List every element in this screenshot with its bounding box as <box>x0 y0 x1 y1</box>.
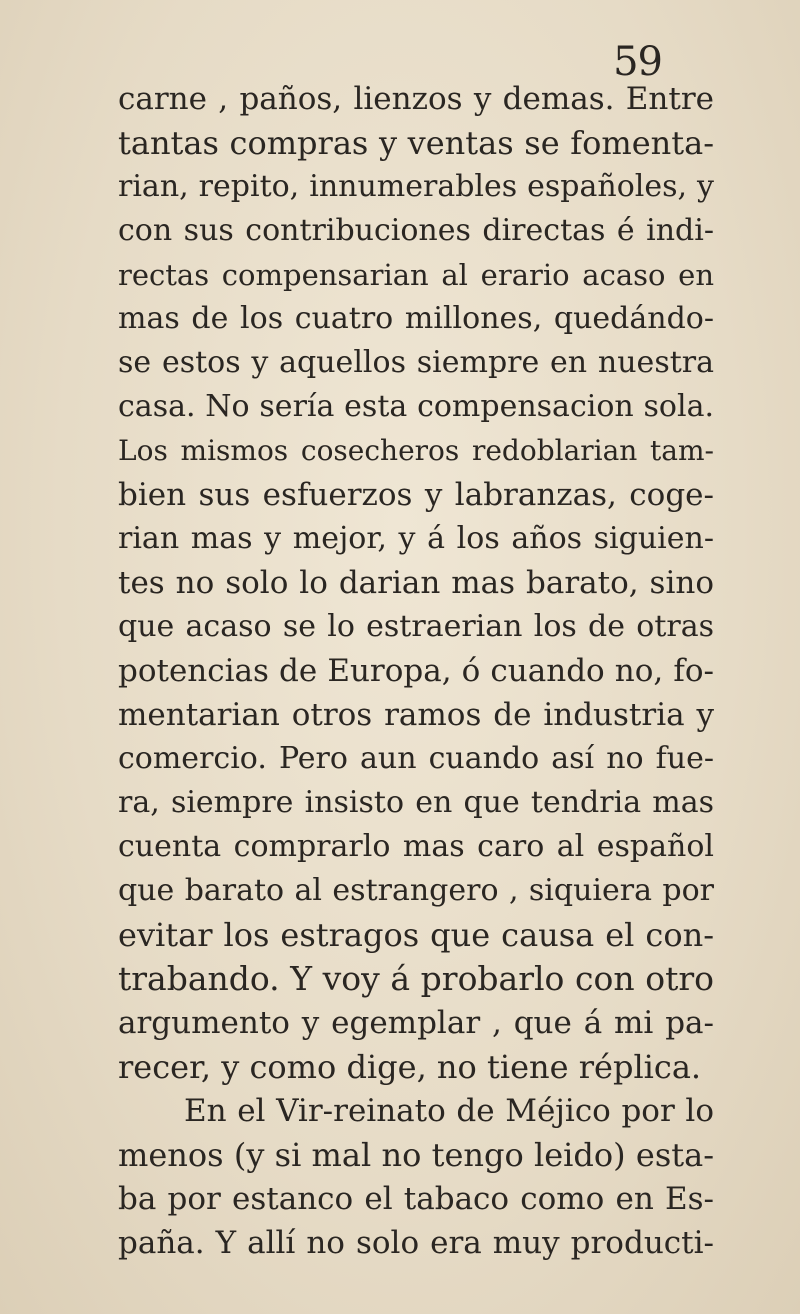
text-line: mentarian otros ramos de industria y <box>118 697 714 733</box>
text-line: mas de los cuatro millones, quedándo- <box>118 301 714 336</box>
text-line: con sus contribuciones directas é indi- <box>118 213 714 248</box>
text-line: potencias de Europa, ó cuando no, fo- <box>118 653 714 689</box>
text-line: casa. No sería esta compensacion sola. <box>118 389 714 424</box>
text-line: se estos y aquellos siempre en nuestra <box>118 345 714 380</box>
text-line: comercio. Pero aun cuando así no fue- <box>118 741 714 776</box>
text-line: ba por estanco el tabaco como en Es- <box>118 1181 714 1217</box>
text-line: rectas compensarian al erario acaso en <box>118 258 714 292</box>
text-line: rian mas y mejor, y á los años siguien- <box>118 521 714 556</box>
text-line: rian, repito, innumerables españoles, y <box>118 169 714 204</box>
page-number: 59 <box>613 39 662 85</box>
text-line: bien sus esfuerzos y labranzas, coge- <box>118 477 714 513</box>
text-line: cuenta comprarlo mas caro al español <box>118 829 714 864</box>
text-line: tes no solo lo darian mas barato, sino <box>118 565 714 601</box>
text-line: evitar los estragos que causa el con- <box>118 916 714 954</box>
text-line: recer, y como dige, no tiene réplica. <box>118 1048 702 1086</box>
text-line: Los mismos cosecheros redoblarian tam- <box>118 434 714 467</box>
text-line: menos (y si mal no tengo leido) esta- <box>118 1136 714 1174</box>
paragraph-start-line: En el Vir-reinato de Méjico por lo <box>184 1093 714 1129</box>
text-line: paña. Y allí no solo era muy producti- <box>118 1225 714 1261</box>
text-line: ra, siempre insisto en que tendria mas <box>118 785 714 820</box>
text-line: argumento y egemplar , que á mi pa- <box>118 1005 714 1041</box>
text-line: trabando. Y voy á probarlo con otro <box>118 959 714 998</box>
text-line: carne , paños, lienzos y demas. Entre <box>118 81 714 117</box>
text-line: que acaso se lo estraerian los de otras <box>118 609 714 644</box>
text-line: tantas compras y ventas se fomenta- <box>118 124 714 162</box>
text-line: que barato al estrangero , siquiera por <box>118 873 714 908</box>
